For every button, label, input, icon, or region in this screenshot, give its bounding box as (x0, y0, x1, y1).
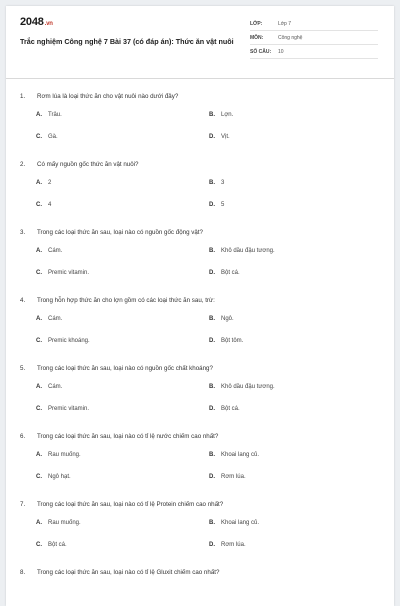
answer-option[interactable] (36, 315, 209, 323)
answer-option[interactable] (36, 519, 209, 527)
answer-option[interactable] (36, 383, 209, 391)
option-letter: B. (209, 248, 215, 254)
worksheet-meta (250, 17, 378, 59)
option-letter: B. (209, 112, 215, 118)
option-text: Cám. (48, 248, 63, 254)
option-letter: C. (36, 338, 42, 344)
option-letter: D. (209, 270, 215, 276)
answer-options (20, 383, 380, 413)
question-text (20, 228, 380, 237)
option-text: Bột tôm. (221, 338, 244, 344)
site-logo[interactable]: 2048.vn (20, 16, 53, 28)
question-number: 2. (20, 161, 26, 168)
option-text: Ngô hạt. (48, 474, 71, 480)
question-item (20, 296, 380, 345)
answer-option[interactable] (209, 519, 380, 527)
answer-option[interactable] (36, 337, 209, 345)
answer-options (20, 179, 380, 209)
answer-option[interactable] (209, 337, 380, 345)
answer-option[interactable] (36, 541, 209, 549)
answer-option[interactable] (209, 383, 380, 391)
meta-value: Lớp 7 (278, 20, 292, 27)
option-letter: D. (209, 474, 215, 480)
answer-option[interactable] (36, 269, 209, 277)
option-text: Rơm lúa. (221, 474, 246, 480)
answer-options (20, 451, 380, 481)
question-stem: Trong các loại thức ăn sau, loại nào có nguồn gốc chất khoáng? (37, 365, 213, 372)
option-letter: D. (209, 338, 215, 344)
meta-value: 10 (278, 48, 284, 55)
answer-option[interactable] (209, 405, 380, 413)
option-text: 2 (48, 180, 52, 186)
question-text (20, 160, 380, 169)
question-item (20, 568, 380, 577)
meta-row-subject (250, 31, 378, 45)
question-item (20, 500, 380, 549)
option-text: Rau muống. (48, 520, 81, 526)
option-letter: A. (36, 452, 42, 458)
option-letter: A. (36, 112, 42, 118)
option-letter: D. (209, 406, 215, 412)
option-letter: D. (209, 134, 215, 140)
question-item (20, 228, 380, 277)
question-text (20, 568, 380, 577)
option-text: Bột cá. (221, 270, 240, 276)
option-letter: C. (36, 202, 42, 208)
option-letter: C. (36, 474, 42, 480)
worksheet-page (6, 6, 394, 606)
question-stem: Trong các loại thức ăn sau, loại nào có nguồn gốc động vật? (37, 229, 203, 236)
question-item (20, 160, 380, 209)
option-text: Rau muống. (48, 452, 81, 458)
question-number: 5. (20, 365, 26, 372)
question-text (20, 364, 380, 373)
question-number: 3. (20, 229, 26, 236)
answer-option[interactable] (209, 315, 380, 323)
answer-option[interactable] (36, 473, 209, 481)
answer-option[interactable] (209, 541, 380, 549)
option-text: Bột cá. (48, 542, 67, 548)
question-number: 7. (20, 501, 26, 508)
option-letter: B. (209, 384, 215, 390)
option-text: Premic vitamin. (48, 406, 90, 412)
option-letter: B. (209, 520, 215, 526)
option-text: 4 (48, 202, 52, 208)
question-text (20, 500, 380, 509)
answer-option[interactable] (209, 269, 380, 277)
option-letter: D. (209, 542, 215, 548)
option-text: Premic khoáng. (48, 338, 90, 344)
meta-row-question-count (250, 45, 378, 59)
question-stem: Trong các loại thức ăn sau, loại nào có tỉ lệ Protein chiếm cao nhất? (37, 501, 224, 508)
option-text: Rơm lúa. (221, 542, 246, 548)
option-text: Premic vitamin. (48, 270, 90, 276)
question-stem: Rơm lúa là loại thức ăn cho vật nuôi nào dưới đây? (37, 93, 179, 100)
question-number: 1. (20, 93, 26, 100)
option-text: Ngô. (221, 316, 234, 322)
answer-option[interactable] (36, 405, 209, 413)
answer-options (20, 519, 380, 549)
option-text: 5 (221, 202, 225, 208)
answer-option[interactable] (36, 247, 209, 255)
answer-option[interactable] (36, 133, 209, 141)
answer-option[interactable] (209, 133, 380, 141)
option-letter: B. (209, 316, 215, 322)
answer-option[interactable] (209, 201, 380, 209)
option-text: 3 (221, 180, 225, 186)
question-stem: Trong các loại thức ăn sau, loại nào có tỉ lệ Gluxit chiếm cao nhất? (37, 569, 220, 576)
answer-option[interactable] (209, 179, 380, 187)
meta-label: LỚP: (250, 20, 263, 27)
option-text: Cám. (48, 384, 63, 390)
answer-option[interactable] (209, 111, 380, 119)
question-text (20, 92, 380, 101)
option-letter: A. (36, 384, 42, 390)
question-item (20, 364, 380, 413)
meta-label: SỐ CÂU: (250, 48, 272, 55)
question-stem: Trong hỗn hợp thức ăn cho lợn gồm có các loại thức ăn sau, trừ: (37, 297, 215, 304)
answer-option[interactable] (209, 451, 380, 459)
answer-options (20, 315, 380, 345)
option-letter: A. (36, 520, 42, 526)
option-text: Cám. (48, 316, 63, 322)
worksheet-header (6, 6, 394, 79)
meta-row-class (250, 17, 378, 31)
answer-option[interactable] (36, 111, 209, 119)
meta-label: MÔN: (250, 34, 264, 41)
question-number: 4. (20, 297, 26, 304)
option-text: Khô dầu đậu tương. (221, 248, 275, 254)
meta-value: Công nghệ (278, 34, 303, 41)
answer-options (20, 111, 380, 141)
option-text: Gà. (48, 134, 58, 140)
option-text: Khoai lang củ. (221, 520, 260, 526)
answer-options (20, 247, 380, 277)
question-stem: Trong các loại thức ăn sau, loại nào có tỉ lệ nước chiếm cao nhất? (37, 433, 219, 440)
question-number: 8. (20, 569, 26, 576)
question-item (20, 432, 380, 481)
option-letter: C. (36, 270, 42, 276)
option-letter: C. (36, 542, 42, 548)
option-text: Vịt. (221, 134, 230, 140)
question-text (20, 432, 380, 441)
option-text: Bột cá. (221, 406, 240, 412)
answer-option[interactable] (209, 473, 380, 481)
option-text: Khô dầu đậu tương. (221, 384, 275, 390)
option-letter: C. (36, 134, 42, 140)
question-stem: Có mấy nguồn gốc thức ăn vật nuôi? (37, 161, 139, 168)
option-text: Trâu. (48, 112, 62, 118)
question-list (6, 79, 394, 577)
option-letter: B. (209, 180, 215, 186)
answer-option[interactable] (36, 201, 209, 209)
option-letter: D. (209, 202, 215, 208)
option-letter: C. (36, 406, 42, 412)
question-item (20, 92, 380, 141)
worksheet-title: Trắc nghiệm Công nghệ 7 Bài 37 (có đáp án): Thức ăn vật nuôi (20, 37, 234, 46)
question-text (20, 296, 380, 305)
option-letter: A. (36, 180, 42, 186)
answer-option[interactable] (36, 451, 209, 459)
answer-option[interactable] (209, 247, 380, 255)
option-letter: A. (36, 248, 42, 254)
option-text: Lợn. (221, 112, 234, 118)
question-number: 6. (20, 433, 26, 440)
answer-option[interactable] (36, 179, 209, 187)
option-text: Khoai lang củ. (221, 452, 260, 458)
option-letter: A. (36, 316, 42, 322)
option-letter: B. (209, 452, 215, 458)
